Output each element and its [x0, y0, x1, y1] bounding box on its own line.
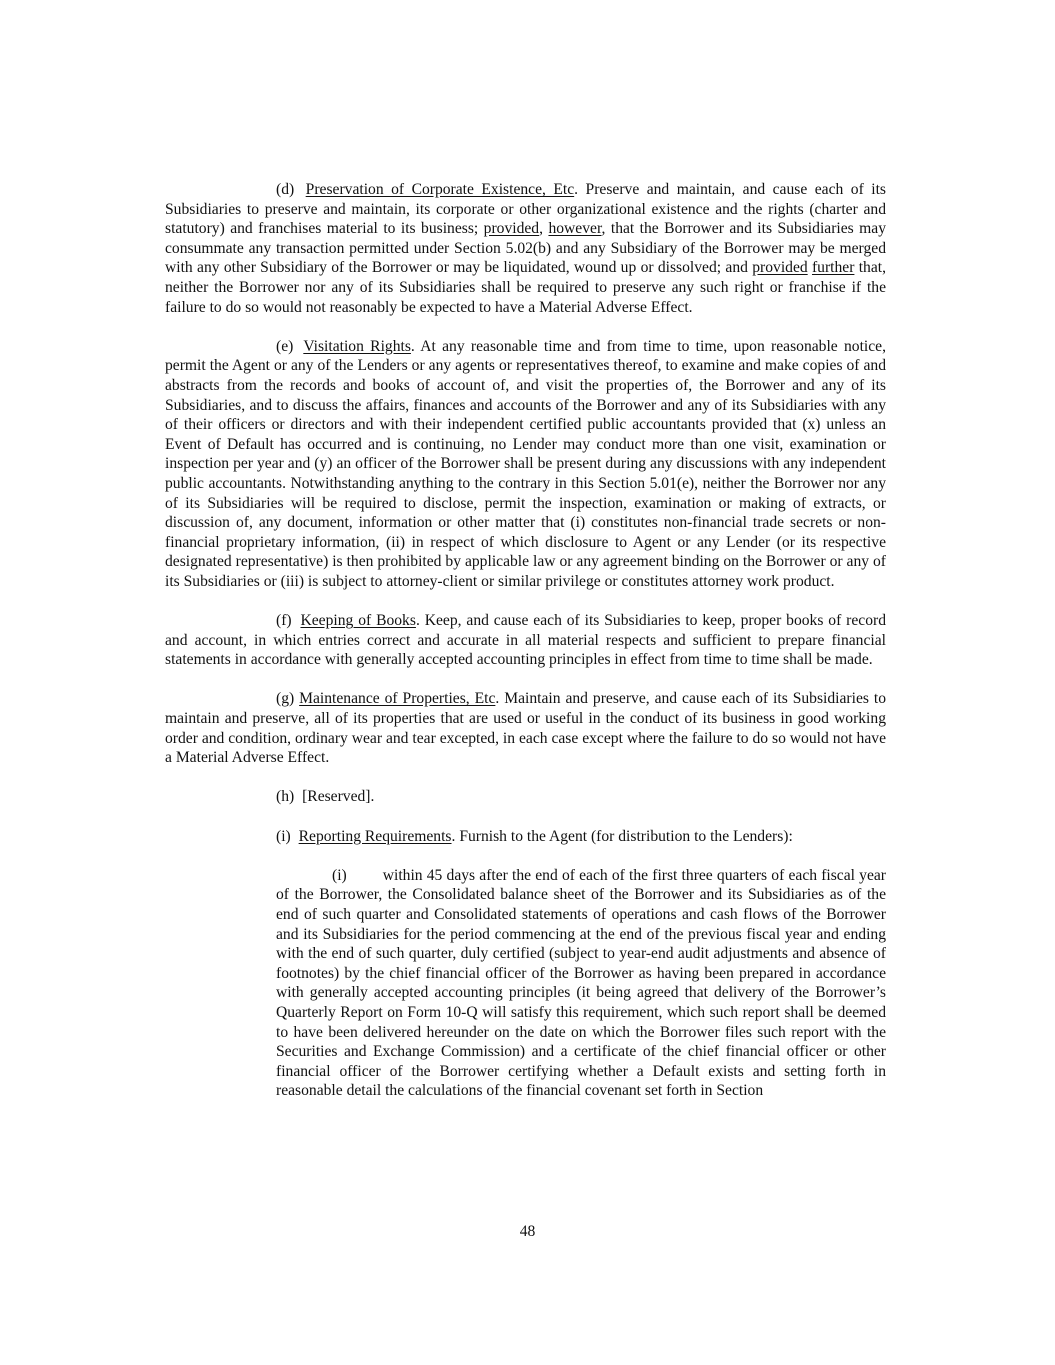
section-e-text: . At any reasonable time and from time to time, upon reasonable notice, permit the Agent or any of the Lenders or any agents or representatives thereof, to examine and make copies of and abstracts from the records and books of account of, and visit the properties of, the Borrower and any of its Subsidiaries, and to discuss the affairs, finances and accounts of the Borrower and any of its Subsidiaries with any of their officers or directors and with their independent certified public accountants provided that (x) unless an Event of Default has occurred and is continuing, no Lender may conduct more than one visit, examination or inspection per year and (y) an officer of the Borrower shall be present during any discussions with any independent public accountants. Notwithstanding anything to the contrary in this Section 5.01(e), neither the Borrower nor any of its Subsidiaries will be required to disclose, permit the inspection, examination or making of extracts, or discussion of, any document, information or other matter that (i) constitutes non-financial trade secrets or non-financial proprietary information, (ii) in respect of which disclosure to Agent or any Lender (or its respective designated representative) is then prohibited by applicable law or any agreement binding on the Borrower or any of its Subsidiaries or (iii) is subject to attorney-client or similar privilege or constitutes attorney work product. — [165, 337, 886, 590]
section-d-intro: . Preserve and maintain, and cause each of its Subsidiaries to preserve and maintain, its corporate or other organizational existence and the rights (charter and statutory) and franchises material to its business; — [165, 181, 886, 238]
section-f-paragraph — [165, 611, 886, 670]
subsection-i-label: (i) — [332, 866, 347, 884]
section-d-further: further — [811, 259, 855, 277]
section-f-text: . Keep, and cause each of its Subsidiaries to keep, proper books of record and account, in which entries correct and accurate in all material respects and sufficient to prepare financial statements in accordance with generally accepted accounting principles in effect from time to time shall be made. — [165, 612, 886, 669]
section-d-end: that, neither the Borrower nor any of its Subsidiaries shall be required to preserve any such right or franchise if the failure to do so would not reasonably be expected to have a Material Adverse Effect. — [165, 259, 887, 316]
document-body — [165, 180, 886, 1101]
section-d-however: however — [548, 220, 602, 238]
section-g-title: Maintenance of Properties, Etc — [299, 690, 496, 708]
section-g-paragraph — [165, 689, 886, 767]
section-h-text: [Reserved]. — [302, 788, 375, 806]
section-e-title: Visitation Rights — [303, 337, 411, 355]
section-d-paragraph — [165, 180, 886, 317]
section-e-paragraph — [165, 337, 886, 592]
page-number: 48 — [519, 1223, 536, 1240]
section-g-text: . Maintain and preserve, and cause each of its Subsidiaries to maintain and preserve, all of its properties that are used or useful in the conduct of its business in good working order and condition, ordinary wear and tear excepted, in each case except where the failure to do so would not have a Material Adverse Effect. — [165, 690, 887, 767]
section-d-provided: provided — [483, 220, 540, 238]
section-i-title: Reporting Requirements — [298, 827, 452, 845]
section-g-label: (g) — [276, 690, 295, 708]
section-d-label: (d) — [276, 181, 295, 198]
section-f-title: Keeping of Books — [300, 612, 416, 630]
section-d-comma: , — [539, 220, 549, 238]
section-h-paragraph — [165, 787, 886, 807]
section-e-label: (e) — [276, 337, 294, 355]
subsection-i-text: within 45 days after the end of each of the first three quarters of each fiscal year of the Borrower, the Consolidated balance sheet of the Borrower and its Subsidiaries as of the end of such quarter and Consolidated statements of operations and cash flows of the Borrower and its Subsidiaries for the period commencing at the end of the previous fiscal year and ending with the end of such quarter, duly certified (subject to year-end audit adjustments and absence of footnotes) by the chief financial officer of the Borrower as having been prepared in accordance with generally accepted accounting principles (it being agreed that delivery of the Borrower’s Quarterly Report on Form 10-Q will satisfy this requirement, which such report shall be deemed to have been delivered hereunder on the date on which the Borrower files such report with the Securities and Exchange Commission) and a certificate of the chief financial officer or other financial officer of the Borrower certifying whether a Default exists and setting forth in reasonable detail the calculations of the financial covenant set forth in Section — [276, 866, 886, 1100]
section-f-label: (f) — [276, 612, 292, 630]
section-d-title: Preservation of Corporate Existence, Etc — [305, 181, 575, 198]
section-i-label: (i) — [276, 827, 291, 845]
section-d-provided-2: provided — [752, 259, 808, 277]
section-h-label: (h) — [276, 788, 295, 806]
subsection-i-paragraph — [276, 866, 886, 1101]
section-i-text: . Furnish to the Agent (for distribution to the Lenders): — [451, 827, 793, 845]
section-i-paragraph — [165, 827, 886, 847]
section-d-mid: , that the Borrower and its Subsidiaries may consummate any transaction permitted under Section 5.02(b) and any Subsidiary of the Borrower may be merged with any other Subsidiary of the Borrower or may be liquidated, wound up or dissolved; and — [165, 220, 886, 277]
